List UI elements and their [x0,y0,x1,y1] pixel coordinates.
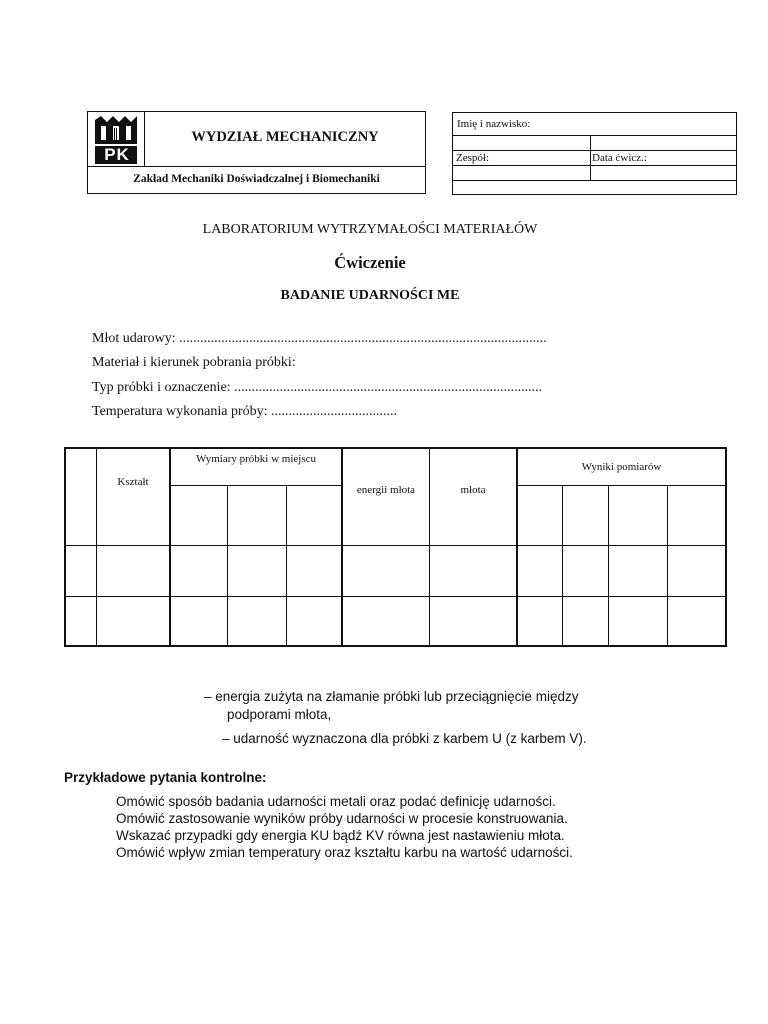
department-name: Zakład Mechaniki Doświadczalnej i Biomechaniki [133,173,380,185]
question-item: Omówić sposób badania udarności metali oraz podać definicję udarności. [116,794,556,809]
results-table [64,447,727,647]
question-item: Wskazać przypadki gdy energia KU bądź KV równa jest nastawieniu młota. [116,828,565,843]
subject-title: BADANIE UDARNOŚCI ME [280,288,460,303]
legend-line-1-cont: podporami młota, [227,707,332,722]
lab-title: LABORATORIUM WYTRZYMAŁOŚCI MATERIAŁÓW [202,222,538,237]
col-hammer: młota [460,484,486,496]
col-results: Wyniki pomiarów [581,461,662,473]
header-right-box [452,112,737,195]
question-item: Omówić wpływ zmian temperatury oraz kształtu karbu na wartość udarności. [116,845,573,860]
pk-logo-text: PK [104,145,130,164]
field-specimen-type: Typ próbki i oznaczenie: ........................................................................................ [92,380,543,395]
col-dimensions: Wymiary próbki w miejscu [195,453,316,465]
col-energy: energii młota [356,484,416,496]
legend-line-2: – udarność wyznaczona dla próbki z karbem U (z karbem V). [222,731,587,746]
field-material: Materiał i kierunek pobrania próbki: [92,355,296,370]
pk-logo [91,114,141,166]
questions-heading: Przykładowe pytania kontrolne: [64,770,267,785]
col-shape: Kształt [117,476,149,488]
header-left-box [87,111,426,194]
question-item: Omówić zastosowanie wyników próby udarności w procesie konstruowania. [116,811,568,826]
field-temperature: Temperatura wykonania próby: .................................... [92,404,398,419]
team-label: Zespół: [456,152,489,164]
name-label: Imię i nazwisko: [457,118,531,130]
field-hammer: Młot udarowy: ......................................................................................................... [92,331,547,346]
faculty-name: WYDZIAŁ MECHANICZNY [191,129,379,145]
date-label: Data ćwicz.: [592,152,647,164]
legend-line-1: – energia zużyta na złamanie próbki lub przeciągnięcie między [204,689,579,704]
exercise-title: Ćwiczenie [334,253,406,272]
